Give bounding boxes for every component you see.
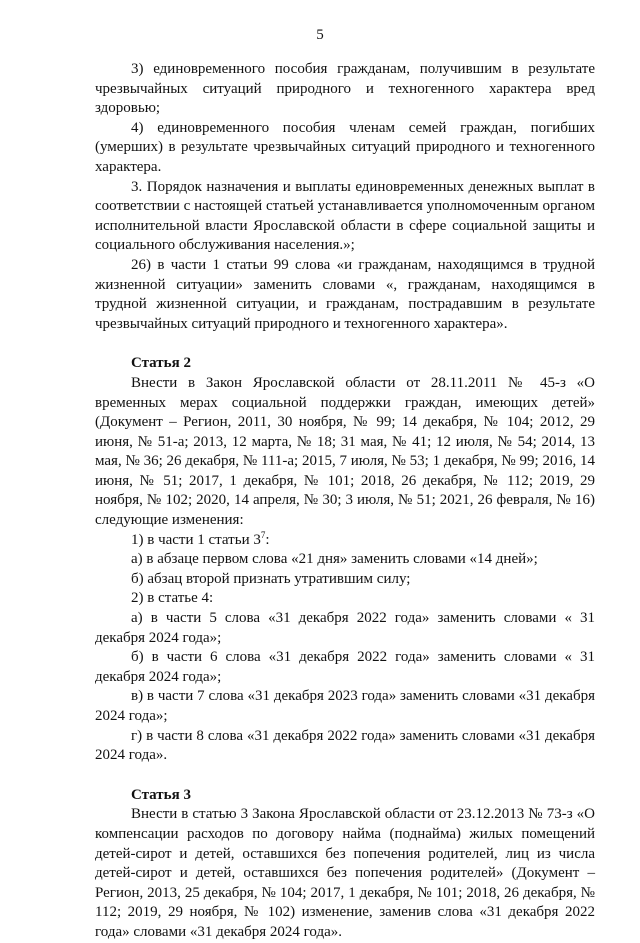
article-2-heading: Статья 2: [131, 355, 191, 372]
article-2-item-1a: а) в абзаце первом слова «21 дня» заменить словами «14 дней»;: [131, 551, 538, 568]
article-2-item-2: 2) в статье 4:: [131, 590, 214, 607]
article-2-item-1: 1) в части 1 статьи $3^7$:: [131, 529, 270, 548]
superscript-7: 7: [260, 529, 266, 540]
paragraph-item-26: 26) в части 1 статьи 99 слова «и гражданам, находящимся в трудной жизненной ситуации» заменить словами «, гражданам, находящимся в трудной жизненной ситуации, и гражданам, пострадавшим в результате чрезвычайных ситуаций природного и техногенного характера».: [95, 256, 595, 332]
page-number: 5: [316, 27, 324, 43]
article-2-item-2b: б) в части 6 слова «31 декабря 2022 года» заменить словами « 31 декабря 2024 года»;: [95, 649, 595, 685]
article-2-item-2d: г) в части 8 слова «31 декабря 2022 года» заменить словами «31 декабря 2024 года».: [95, 727, 595, 764]
article-2-intro: Внести в Закон Ярославской области от 28.11.2011 № 45-з «О временных мерах социальной поддержки граждан, имеющих детей» (Документ – Регион, 2011, 30 ноября, № 99; 14 декабря, № 104; 2012, 29 июня, № 51-а; 2013, 12 марта, № 18; 31 мая, № 41; 12 июля, № 54; 2014, 13 мая, № 36; 26 декабря, № 111-а; 2015, 7 июля, № 53; 1 декабря, № 99; 2016, 14 июня, № 51; 2017, 1 декабря, № 101; 2018, 26 декабря, № 112; 2019, 29 ноября, № 102; 2020, 14 апреля, № 30; 3 июля, № 51; 2021, 26 февраля, № 16) следующие изменения:: [95, 374, 595, 529]
article-2-item-1b: б) абзац второй признать утратившим силу;: [131, 570, 411, 587]
article-2-item-2c: в) в части 7 слова «31 декабря 2023 года» заменить словами «31 декабря 2024 года»;: [95, 688, 595, 724]
article-3-heading: Статья 3: [131, 786, 191, 803]
article-2-item-2a: а) в части 5 слова «31 декабря 2022 года» заменить словами « 31 декабря 2024 года»;: [95, 610, 595, 646]
paragraph-item-4: 4) единовременного пособия членам семей граждан, погибших (умерших) в результате чрезвычайных ситуаций природного и техногенного характера.: [95, 119, 595, 175]
document-body: [95, 60, 595, 943]
article-3-text: Внести в статью 3 Закона Ярославской области от 23.12.2013 № 73-з «О компенсации расходов по договору найма (поднайма) жилых помещений детей-сирот и детей, оставшихся без попечения родителей, лиц из числа детей-сирот и детей, оставшихся без попечения родителей» (Документ – Регион, 2013, 25 декабря, № 104; 2017, 1 декабря, № 101; 2018, 26 декабря, № 112; 2019, 29 ноября, № 102) изменение, заменив слова «31 декабря 2022 года» словами «31 декабря 2024 года».: [95, 806, 595, 940]
paragraph-part-3: 3. Порядок назначения и выплаты единовременных денежных выплат в соответствии с настоящей статьей устанавливается уполномоченным органом исполнительной власти Ярославской области в сфере социальной защиты и социального обслуживания населения.»;: [95, 178, 595, 254]
paragraph-item-3: 3) единовременного пособия гражданам, получившим в результате чрезвычайных ситуаций природного и техногенного характера вред здоровью;: [95, 61, 595, 117]
